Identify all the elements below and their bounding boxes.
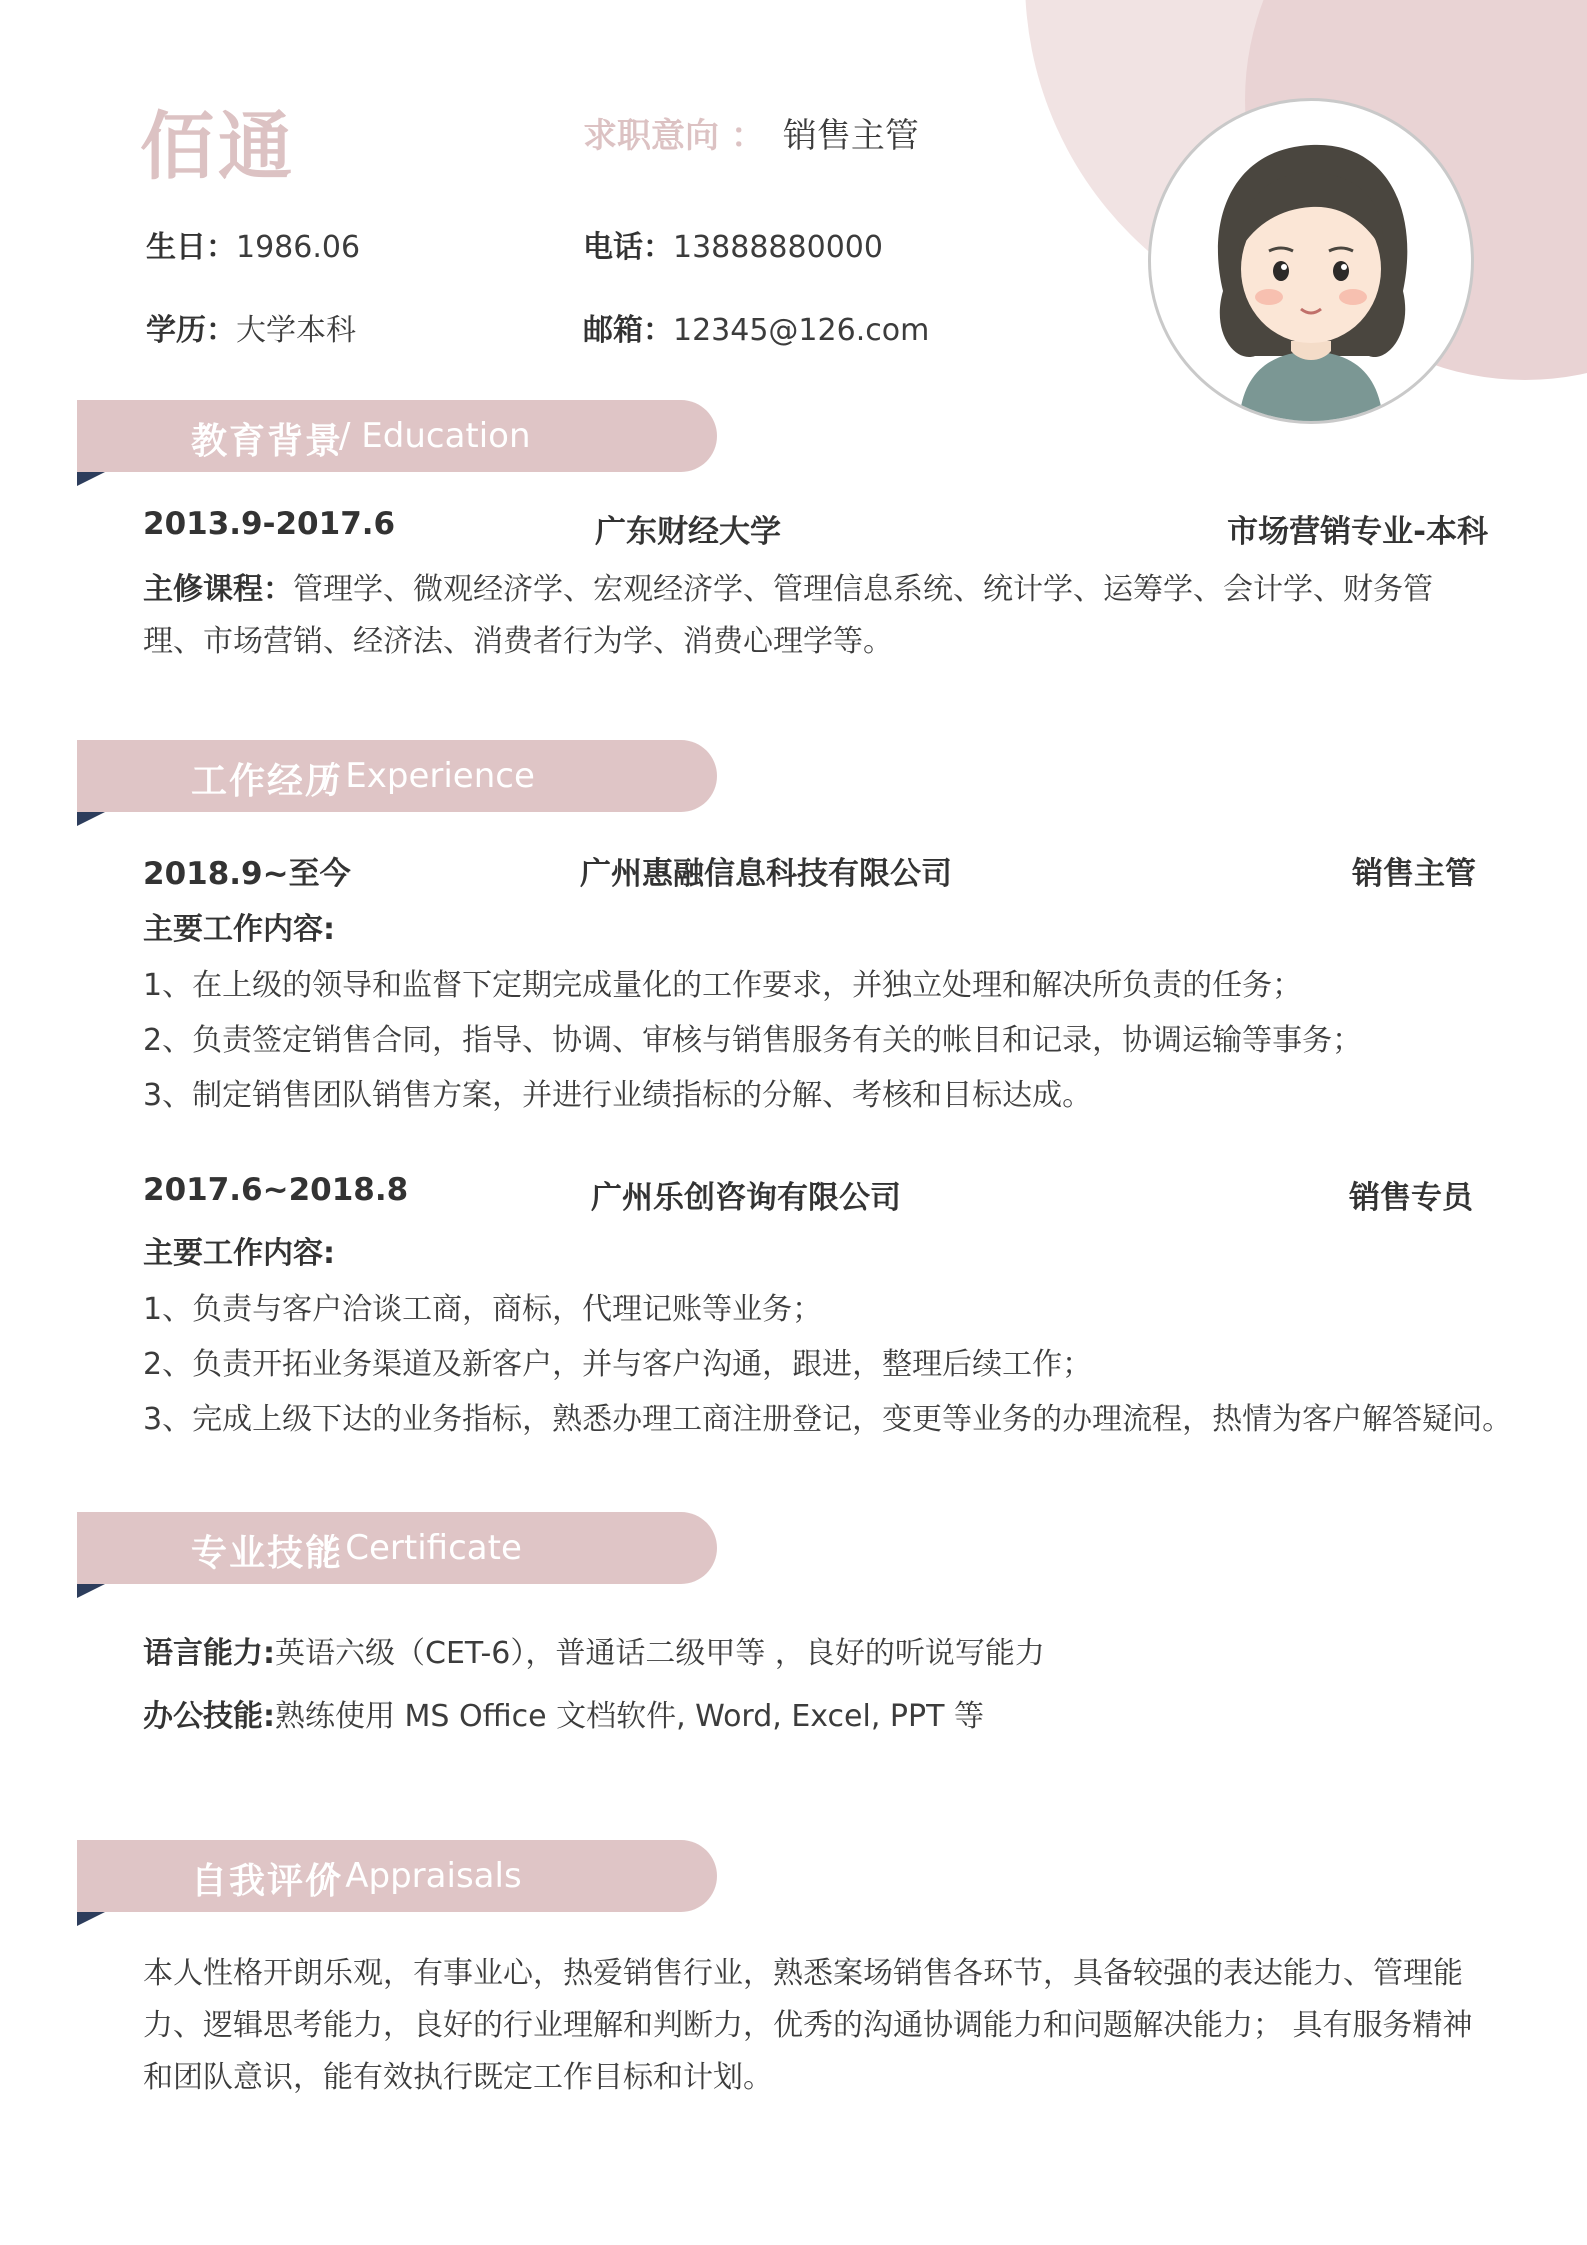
job-duties-label: 主要工作内容:	[143, 912, 335, 947]
section-header-education	[77, 400, 717, 472]
job-objective	[583, 108, 919, 157]
header-corner-triangle	[77, 1584, 105, 1598]
skill-language	[143, 1628, 1045, 1672]
job-company: 广州惠融信息科技有限公司	[580, 856, 952, 892]
avatar-illustration-icon	[1151, 101, 1471, 421]
section-title-zh: 教育背景	[191, 421, 344, 462]
section-title-en: / Experience	[323, 756, 535, 796]
education-school: 广东财经大学	[595, 514, 781, 550]
education-level-value: 大学本科	[236, 313, 356, 348]
job-title: 销售专员	[1349, 1180, 1473, 1216]
courses-label: 主修课程：	[143, 572, 293, 607]
section-title-zh: 专业技能	[191, 1533, 344, 1574]
section-title-en: / Certificate	[323, 1528, 522, 1568]
phone-info	[583, 222, 883, 266]
birth-info	[146, 222, 360, 266]
education-level-info	[146, 305, 356, 349]
job-period: 2017.6~2018.8	[143, 1172, 409, 1208]
courses-text: 管理学、微观经济学、宏观经济学、管理信息系统、统计学、运筹学、会计学、财务管理、市场营销、经济法、消费者行为学、消费心理学等。	[143, 572, 1433, 659]
job-duty-item: 3、制定销售团队销售方案，并进行业绩指标的分解、考核和目标达成。	[143, 1078, 1093, 1113]
job-title: 销售主管	[1352, 856, 1476, 892]
job-company: 广州乐创咨询有限公司	[591, 1180, 901, 1216]
education-level-label: 学历：	[146, 313, 236, 348]
email-value: 12345@126.com	[673, 313, 930, 348]
job-duty-item: 2、负责签定销售合同，指导、协调、审核与销售服务有关的帐目和记录，协调运输等事务；	[143, 1023, 1363, 1058]
job-period: 2018.9~至今	[143, 856, 351, 892]
language-text: 英语六级（CET-6），普通话二级甲等 ，良好的听说写能力	[275, 1636, 1045, 1671]
header-corner-triangle	[77, 1912, 105, 1926]
birth-label: 生日：	[146, 230, 236, 265]
email-info	[583, 305, 929, 349]
skill-office	[143, 1691, 984, 1735]
section-header-skills	[77, 1512, 717, 1584]
birth-value: 1986.06	[236, 230, 361, 265]
job-duty-item: 2、负责开拓业务渠道及新客户，并与客户沟通，跟进，整理后续工作；	[143, 1347, 1093, 1382]
section-title-en: / Appraisals	[323, 1856, 522, 1896]
language-label: 语言能力:	[143, 1636, 275, 1671]
objective-value: 销售主管	[782, 116, 919, 156]
office-label: 办公技能:	[143, 1699, 275, 1734]
avatar	[1148, 98, 1474, 424]
section-title-zh: 自我评价	[191, 1861, 344, 1902]
job-duty-item: 1、负责与客户洽谈工商，商标，代理记账等业务；	[143, 1292, 823, 1327]
job-duty-item: 1、在上级的领导和监督下定期完成量化的工作要求，并独立处理和解决所负责的任务；	[143, 968, 1303, 1003]
job-duties-label: 主要工作内容:	[143, 1236, 335, 1271]
section-title-zh: 工作经历	[191, 761, 344, 802]
office-text: 熟练使用 MS Office 文档软件, Word, Excel, PPT 等	[275, 1699, 984, 1734]
education-major: 市场营销专业-本科	[1227, 514, 1488, 550]
section-header-appraisal	[77, 1840, 717, 1912]
objective-label: 求职意向 ：	[583, 116, 765, 156]
phone-label: 电话：	[583, 230, 673, 265]
section-header-experience	[77, 740, 717, 812]
header-corner-triangle	[77, 472, 105, 486]
phone-value: 13888880000	[673, 230, 883, 265]
candidate-name: 佰通	[140, 104, 296, 190]
job-duty-item: 3、完成上级下达的业务指标，熟悉办理工商注册登记，变更等业务的办理流程，热情为客户解答疑问。	[143, 1402, 1513, 1437]
education-period: 2013.9-2017.6	[143, 506, 396, 542]
header-corner-triangle	[77, 812, 105, 826]
section-title-en: / Education	[339, 416, 531, 456]
email-label: 邮箱：	[583, 313, 673, 348]
education-courses	[143, 564, 1488, 668]
appraisal-text: 本人性格开朗乐观，有事业心，热爱销售行业，熟悉案场销售各环节，具备较强的表达能力、管理能力、逻辑思考能力，良好的行业理解和判断力，优秀的沟通协调能力和问题解决能力； 具有服务精神和团队意识，能有效执行既定工作目标和计划。	[143, 1956, 1473, 2095]
